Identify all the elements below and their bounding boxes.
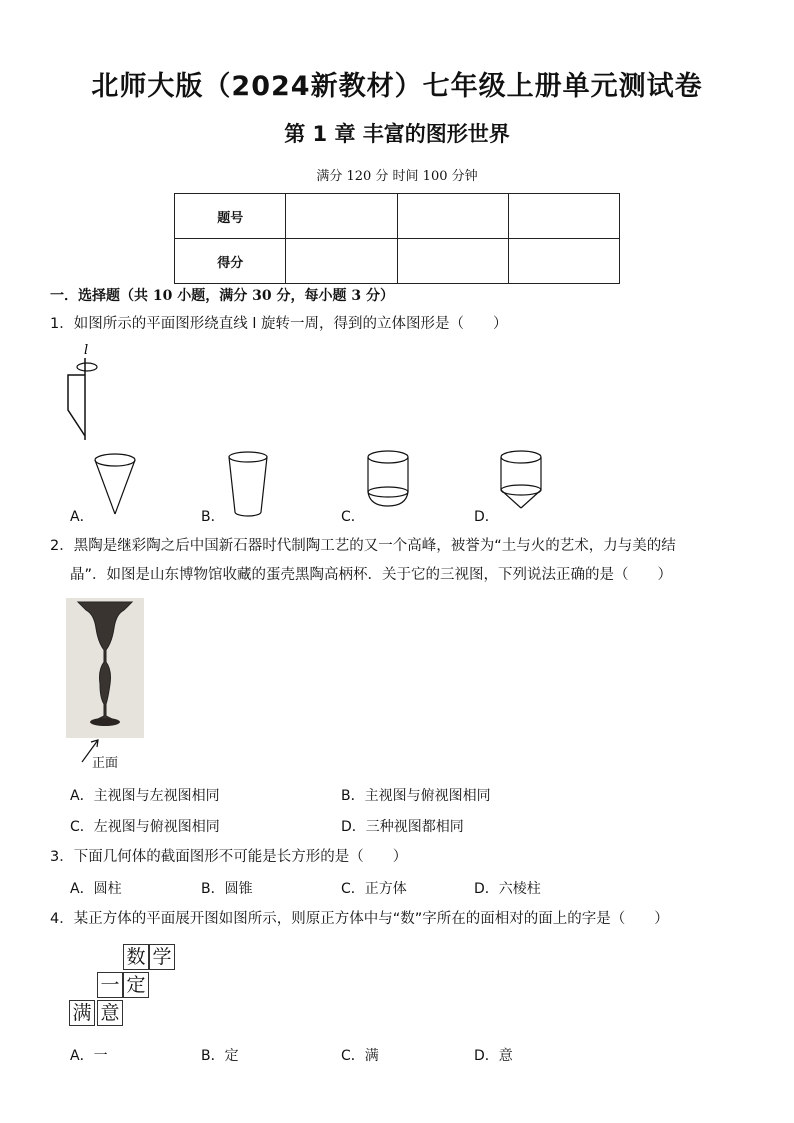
q4-option-a[interactable]: A．一: [70, 1048, 108, 1064]
q2-option-d[interactable]: D．三种视图都相同: [341, 819, 464, 835]
net-cell: 满: [69, 1000, 95, 1026]
q1-plane-figure: [55, 340, 105, 445]
q3-option-b[interactable]: B．圆锥: [201, 881, 253, 897]
q1-option-c-cylinder-hemisphere: [364, 448, 414, 510]
q1-option-a[interactable]: A．: [70, 509, 94, 525]
score-cell[interactable]: [286, 239, 397, 284]
q2-option-c[interactable]: C．左视图与俯视图相同: [70, 819, 220, 835]
q4-option-b[interactable]: B．定: [201, 1048, 239, 1064]
score-label-points: 得分: [175, 239, 286, 284]
score-cell[interactable]: [397, 194, 508, 239]
question-2-line-1: 2．黑陶是继彩陶之后中国新石器时代制陶工艺的又一个高峰，被誉为“土与火的艺术，力与美的结: [50, 538, 676, 554]
q2-option-b[interactable]: B．主视图与俯视图相同: [341, 788, 491, 804]
q1-option-d[interactable]: D．: [474, 509, 499, 525]
q1-option-b[interactable]: B．: [201, 509, 225, 525]
q4-option-d[interactable]: D．意: [474, 1048, 513, 1064]
chapter-title: 第 1 章 丰富的图形世界: [284, 122, 510, 146]
score-cell[interactable]: [508, 194, 619, 239]
q3-option-a[interactable]: A．圆柱: [70, 881, 122, 897]
question-3: 3．下面几何体的截面图形不可能是长方形的是（ ）: [50, 849, 408, 865]
question-2-line-2: 晶”．如图是山东博物馆收藏的蛋壳黑陶高柄杯．关于它的三视图，下列说法正确的是（ ）: [70, 567, 673, 583]
q1-option-a-cone: [92, 452, 140, 518]
net-cell: 数: [123, 944, 149, 970]
question-1: 1．如图所示的平面图形绕直线 l 旋转一周，得到的立体图形是（ ）: [50, 316, 508, 332]
q2-option-a[interactable]: A．主视图与左视图相同: [70, 788, 220, 804]
net-cell: 定: [123, 972, 149, 998]
q3-option-d[interactable]: D．六棱柱: [474, 881, 541, 897]
score-cell[interactable]: [397, 239, 508, 284]
q3-option-c[interactable]: C．正方体: [341, 881, 407, 897]
net-cell: 意: [97, 1000, 123, 1026]
question-4: 4．某正方体的平面展开图如图所示，则原正方体中与“数”字所在的面相对的面上的字是（ ）: [50, 911, 669, 927]
score-label-number: 题号: [175, 194, 286, 239]
score-row-points: [175, 239, 620, 284]
net-cell: 一: [97, 972, 123, 998]
q4-option-c[interactable]: C．满: [341, 1048, 379, 1064]
page-title: 北师大版（2024新教材）七年级上册单元测试卷: [91, 71, 703, 102]
net-cell: 学: [149, 944, 175, 970]
score-table: [174, 193, 620, 284]
score-cell[interactable]: [508, 239, 619, 284]
axis-label: l: [84, 343, 89, 358]
q1-option-c[interactable]: C．: [341, 509, 365, 525]
score-cell[interactable]: [286, 194, 397, 239]
score-row-number: [175, 194, 620, 239]
q1-option-d-cylinder-cone: [497, 448, 547, 512]
front-label: 正面: [92, 756, 119, 771]
section-heading: 一．选择题（共 10 小题，满分 30 分，每小题 3 分）: [50, 288, 394, 304]
q1-option-b-frustum: [225, 450, 271, 520]
black-pottery-cup-photo: [66, 598, 144, 738]
exam-meta: 满分 120 分 时间 100 分钟: [316, 169, 478, 184]
